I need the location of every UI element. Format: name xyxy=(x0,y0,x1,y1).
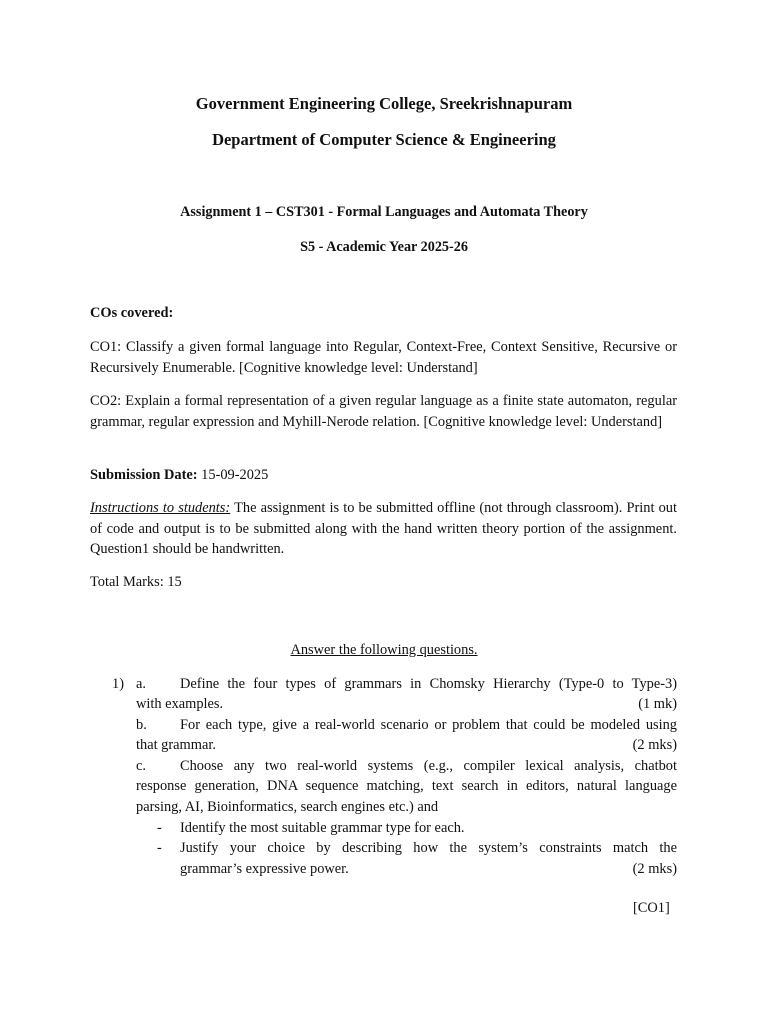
question-1a-marks: (1 mk) xyxy=(638,696,677,712)
bullet-2-line2 xyxy=(180,859,677,880)
question-1c-line1 xyxy=(136,756,677,777)
question-1b-marks: (2 mks) xyxy=(632,737,677,753)
bullet-dash-2: - xyxy=(157,840,162,856)
submission-value: 15-09-2025 xyxy=(201,467,269,483)
submission-date xyxy=(90,465,677,486)
department-name: Department of Computer Science & Engineering xyxy=(212,130,556,149)
college-name: Government Engineering College, Sreekrishnapuram xyxy=(195,94,573,113)
question-1b-line1 xyxy=(136,715,677,736)
total-marks: Total Marks: 15 xyxy=(90,574,182,590)
question-1c-line3: parsing, AI, Bioinformatics, search engines etc.) and xyxy=(136,799,439,815)
question-1c-letter: c. xyxy=(136,758,146,774)
bullet-2-line1: Justify your choice by describing how the system’s constraints match the xyxy=(180,840,677,856)
question-1b-text-cont: that grammar. xyxy=(136,737,216,753)
co1-description: CO1: Classify a given formal language into Regular, Context-Free, Context Sensitive, Recursive or Recursively Enumerable. [Cognitive knowledge level: Understand] xyxy=(90,339,677,376)
bullet-dash-1: - xyxy=(157,820,162,836)
question-1c-marks: (2 mks) xyxy=(632,861,677,877)
question-1a-letter: a. xyxy=(136,676,146,692)
question-number: 1) xyxy=(112,676,124,692)
question-1a-text: Define the four types of grammars in Chomsky Hierarchy (Type-0 to Type-3) xyxy=(180,676,677,692)
question-1a-text-cont: with examples. xyxy=(136,696,224,712)
instructions-label: Instructions to students: xyxy=(90,500,231,516)
cos-heading: COs covered: xyxy=(90,305,174,321)
question-1a-line1 xyxy=(136,674,677,695)
instructions-text: The assignment is to be submitted offline (not through classroom). Print out of code and output is to be submitted along with the hand written theory portion of the assignment. Question1 should be handwritten. xyxy=(90,500,678,557)
co2-description: CO2: Explain a formal representation of a given regular language as a finite state automaton, regular grammar, regular expression and Myhill-Nerode relation. [Cognitive knowledge level: Understand] xyxy=(90,393,677,430)
question-1b-letter: b. xyxy=(136,717,147,733)
co-tag: [CO1] xyxy=(633,900,670,916)
assignment-title: Assignment 1 – CST301 - Formal Languages and Automata Theory xyxy=(180,204,588,220)
question-1b-text: For each type, give a real-world scenario or problem that could be modeled using xyxy=(180,717,677,733)
question-1c-text: Choose any two real-world systems (e.g., compiler lexical analysis, chatbot xyxy=(180,758,677,774)
question-1b-line2 xyxy=(136,735,677,756)
submission-label: Submission Date: xyxy=(90,467,198,483)
question-1c-line2: response generation, DNA sequence matching, text search in editors, natural language xyxy=(136,778,677,794)
bullet-2-text-cont: grammar’s expressive power. xyxy=(180,861,349,877)
semester-year: S5 - Academic Year 2025-26 xyxy=(300,239,468,255)
bullet-1: Identify the most suitable grammar type for each. xyxy=(180,820,465,836)
instructions xyxy=(90,498,677,560)
answer-heading: Answer the following questions. xyxy=(290,642,478,658)
question-1a-line2 xyxy=(136,694,677,715)
